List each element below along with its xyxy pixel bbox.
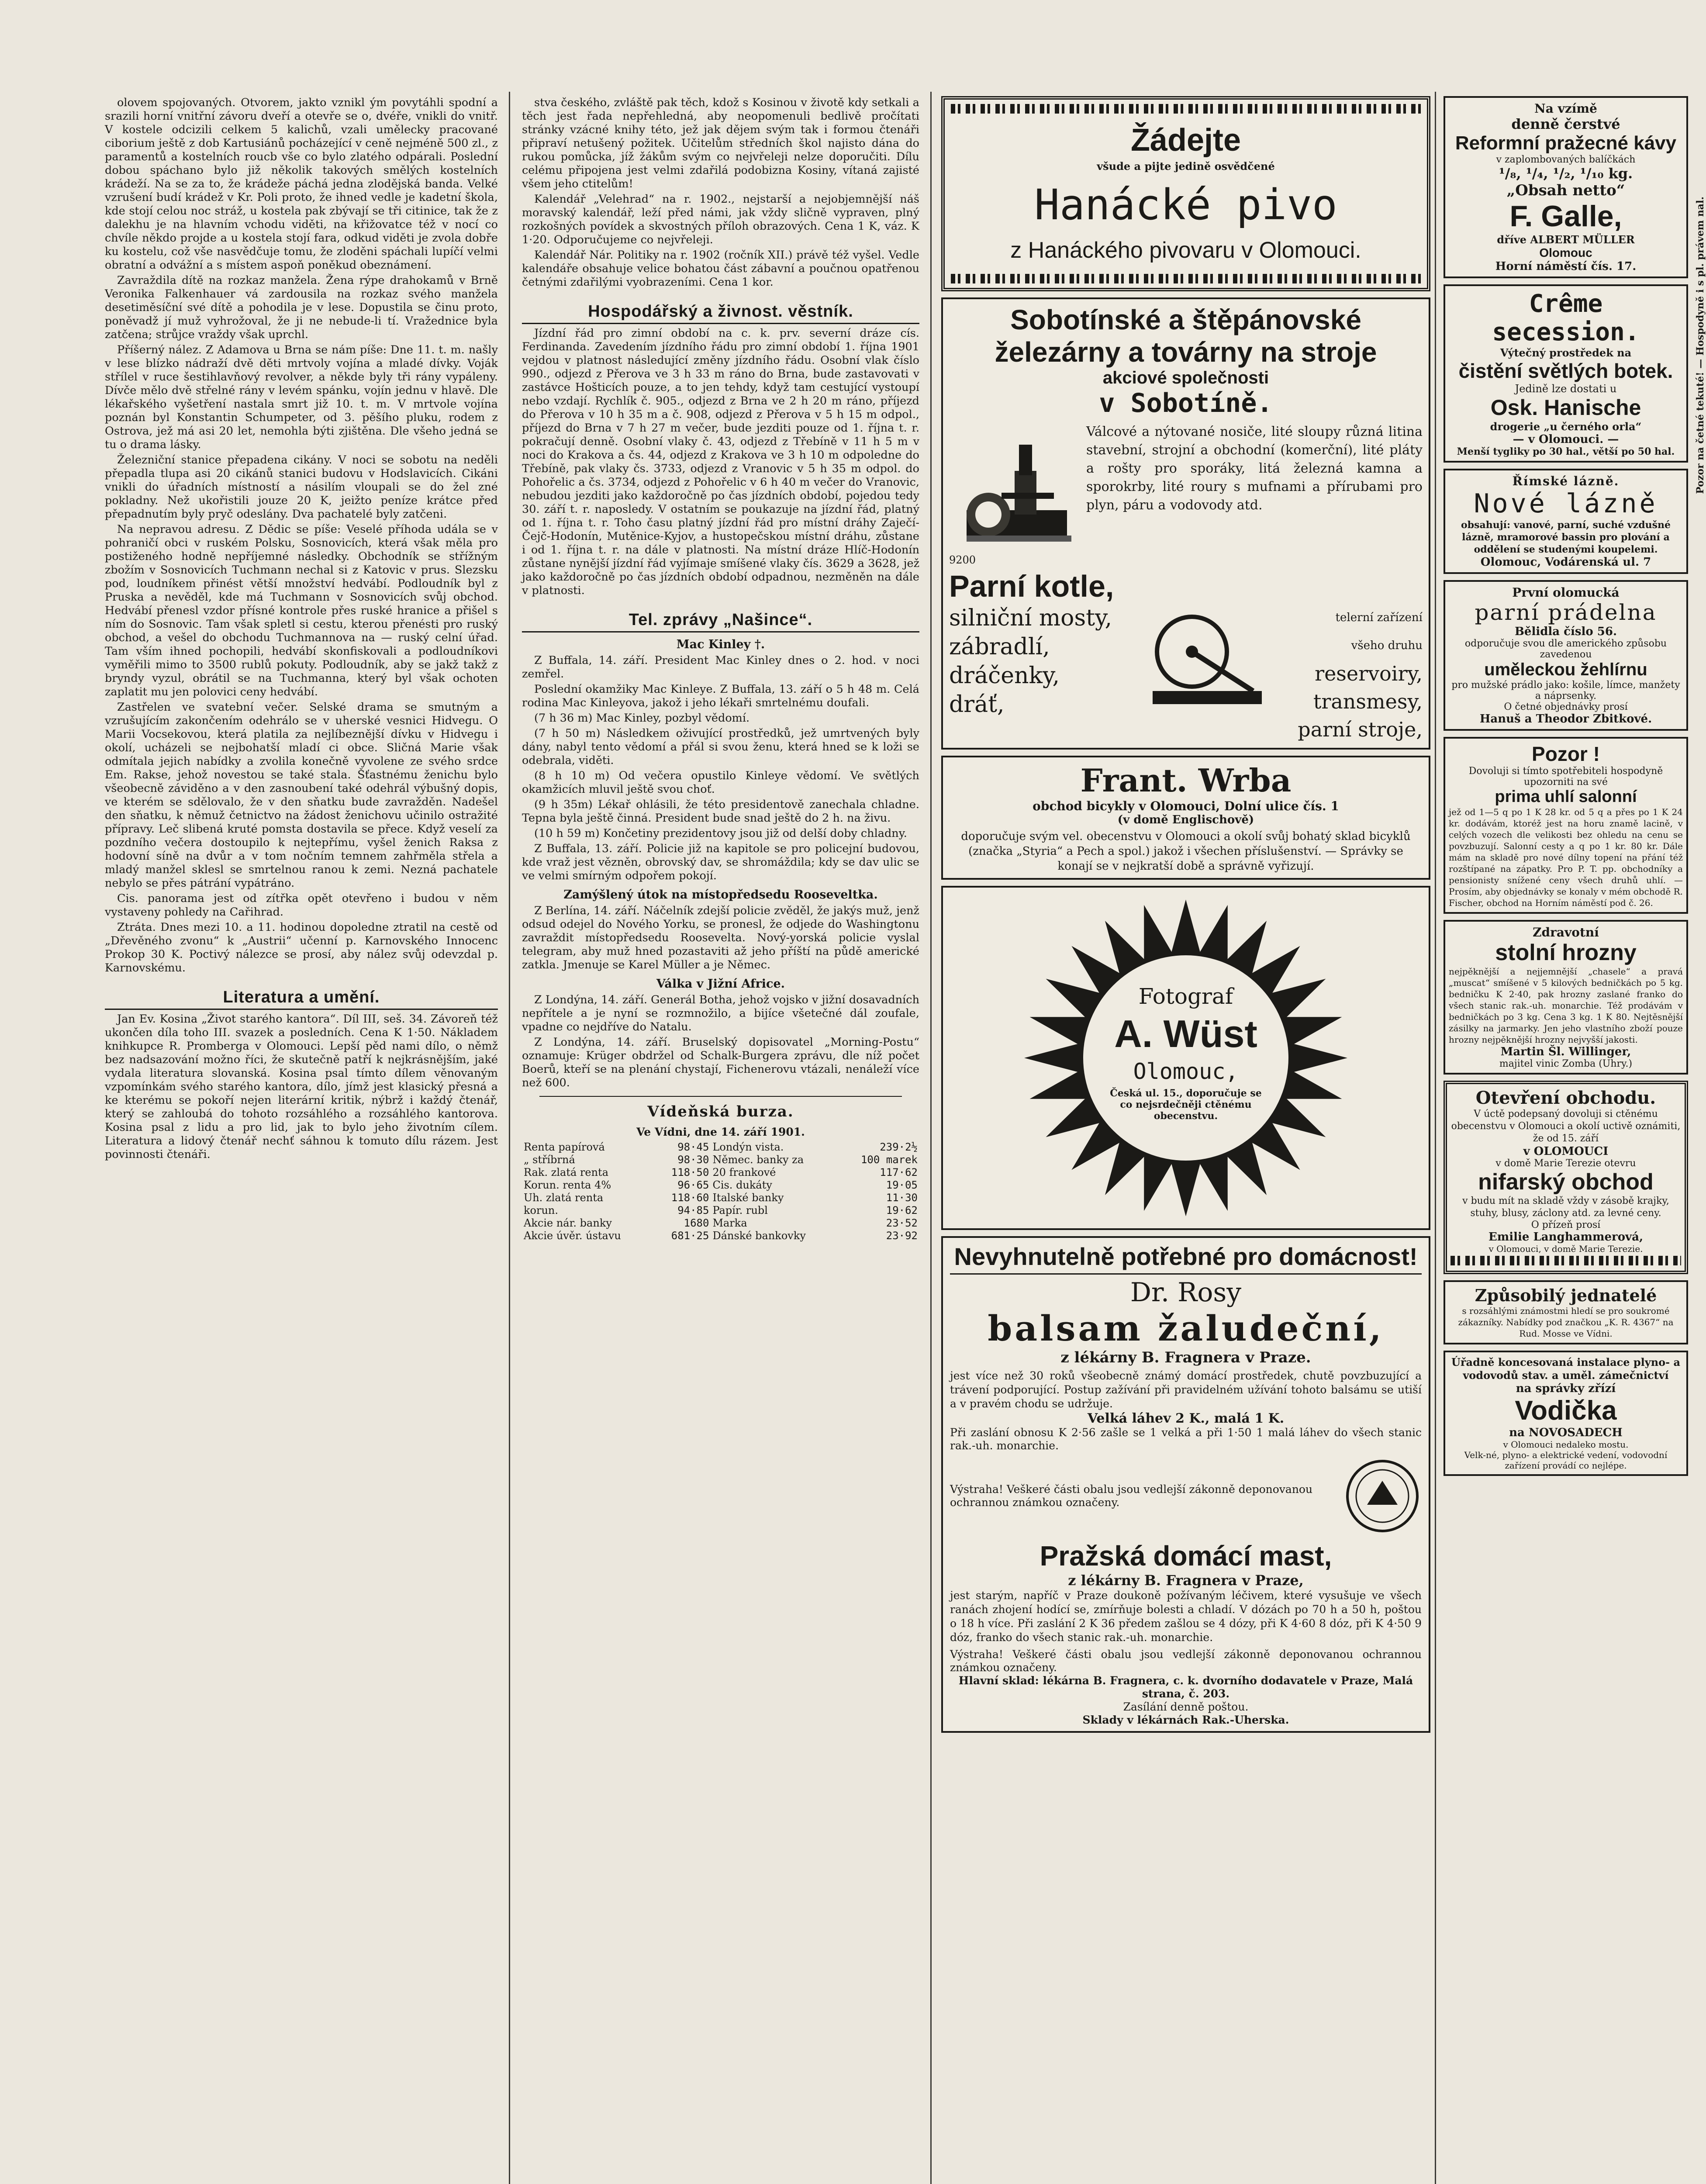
article-paragraph: Zastřelen ve svatební večer. Selské drama se smutným a vzrušujícím zakončením odehrálo se v uherské vesnici Hidvegu. O Marii Vocsekovou, která platila za nejlíbeznější dívku v Hidvegu i okolí, ucházeli se nejbohatší mladí ci obce. Sličná Marie však odmítala jejich nabídky a zvolila konečně vyvolene ze svého srdce Em. Rakse, jehož novestou se také stala. Šťastnému ženichu bylo všeobecně záviděno a v den zasnoubení také odehrál výbušný dopis, ve kterém se sdělovalo, že v den sňatku bude zavražděn. Nadešel den sňatku, k němuž četnictvo na žádost ženichovu učinilo ostražité přípravy. Leč slibená kruté pomsta dostavila se přece. Když veselí za pozdního večera dostoupilo k nejtepřímu, vyšel ženich Raksa z hodovní síně na dvůr a v tom nočním temnem zahřměla střela a mladý manžel sklesl se smrtelnou ranou k zemi. Nezná pachatele nebylo se přes pátrání vypátráno. (105, 701, 498, 890)
exchange-value: 117·62 (880, 1166, 918, 1178)
ad-vodicka (1444, 1351, 1688, 1476)
article-title-mckinley: Mac Kinley †. (676, 638, 765, 651)
ad-headline: Nevyhnutelně potřebné pro domácnost! (950, 1242, 1422, 1275)
exchange-value: 23·92 (886, 1230, 918, 1242)
newspaper-page (61, 66, 1706, 2184)
ad-text: Jedině lze dostati u (1515, 383, 1617, 395)
ad-address: Olomouc, Vodárenská ul. 7 (1480, 556, 1651, 569)
ad-headline: Parní kotle, (949, 569, 1114, 603)
article-paragraph: (8 h 10 m) Od večera opustilo Kinleye vědomí. Ve světlých okamžicích mluvil ještě svou choť. (522, 769, 919, 796)
exchange-row (522, 1204, 919, 1217)
ad-new-baths (1444, 469, 1688, 574)
ad-firm-name: Emilie Langhammerová, (1488, 1230, 1644, 1244)
ad-product: Hanácké pivo (1034, 180, 1337, 229)
exchange-row (522, 1166, 919, 1179)
ad-headline: stolní hrozny (1495, 940, 1637, 965)
ad-list-item: všeho druhu (1351, 639, 1423, 652)
article-paragraph: Na nepravou adresu. Z Dědic se píše: Veselé příhoda udála se v pohraničí obci v ruském Polsku, Sosnovicích, která však měla pro postiženého hodně nepříjemné následky. Obchodník se střížným zbožím v Sosnovicích Tuchmann nechal si z Katovic v prus. Slezsku pod, loudníkem přinést větší množství hedvábí. Podloudník byl z Pruska a nevěděl, kde má Tuchmann v Sosnovicích svůj obchod. Hedvábí přenesl vzdor přísné kontrole přes ruské hranice a přišel s ním do Sosnovic. Tam však spletl si cestu, kterou přenésti pro ruský obchod, a vešel do obchodu Tuchmannova na — ruský celní úřad. Tam vším ihned pochopili, hedvábí skonfiskovali a podloudníkovi vyměřili mimo to 3500 rublů pokuty. Podloudník, aby se jakž takž z bryndy vyzul, obrátil se na Tuchmanna, který byl však ochoten zaplatit mu jen polovici ceny hedvábí. (105, 523, 498, 698)
article-paragraph: Zavraždila dítě na rozkaz manžela. Žena rýpe drahokamů v Brně Veronika Falkenhauer vá zardousila na rozkaz svého manžela desetiměsíční své dítě a pohodila je v lese. Dopustila se činu proto, poněvadž jí muž vyhrožoval, že ji ne nebude-li tí. Vražednice byla zatčena; strůjce vraždy však uprchl. (105, 274, 498, 341)
exchange-value: 98·30 (677, 1154, 709, 1166)
ad-subline: obchod bicykly v Olomouci, Dolní ulice čís. 1 (1033, 799, 1339, 813)
ad-wrba (941, 756, 1430, 880)
exchange-label: Rak. zlatá renta (524, 1166, 609, 1178)
exchange-value: 118·60 (671, 1192, 709, 1204)
exchange-label: 20 frankové (712, 1166, 776, 1178)
exchange-label: Cis. dukáty (712, 1179, 772, 1191)
ad-headline: Otevření obchodu. (1475, 1088, 1656, 1108)
ornament-border (1450, 1256, 1681, 1265)
column-3 (941, 96, 1430, 1739)
ad-text: v Olomouci nedaleko mostu. (1503, 1439, 1629, 1450)
exchange-label: „ stříbrná (524, 1154, 575, 1166)
ad-list-item: parní stroje, (1298, 718, 1423, 741)
exchange-value: 94·85 (677, 1204, 709, 1216)
article-paragraph: Příšerný nález. Z Adamova u Brna se nám píše: Dne 11. t. m. našly v lese blízko nádraží dvě děti mrtvoly vojína a mladé dívky. Voják střílel v ruce šestihlavňový revolver, a někde byly tři rány vypáleny. Dívče mělo dvě střelné rány v levém spánku, vojín jednu v hlavě. Dle lékařského vyšetření nastala smrt již 10. t. m. V mrtvole vojína poznán byl Konstantin Schumpeter, od 3. pěšího pluku, rodem z Ostrova, jež má asi 20 let, nemohla býti zjištěna. Dle všeho jedná se tu o drama lásky. (105, 343, 498, 451)
article-paragraph: stva českého, zvláště pak těch, kdož s Kosinou v životě kdy setkali a těch jest řada nepřehledná, aby neopomenuli bedlivě pročítati stránky vzácné knihy této, jež jak dějem svým tak i formou čtenáři připraví netušený požitek. Učitelům středních škol najisto dána do rukou pomůcka, jíž žákům svým co nejvřeleji nelze doporučiti. Dílu celému připojena jest velmi zdařilá podobizna Kosiny, vítaná zajisté všem jeho ctitelům! (522, 96, 919, 190)
ad-headline: Pražská domácí mast, (1039, 1540, 1332, 1572)
ad-text: drogerie „u černého orla“ (1490, 420, 1642, 433)
column-rule (1435, 92, 1436, 2184)
ad-location: Olomouc (1539, 246, 1592, 259)
article-paragraph: olovem spojovaných. Otvorem, jakto vznikl ým povytáhli spodní a srazili horní vnitřní závoru dveří a otevře se o, dvéře, vnikli do vnitř. V kostele odcizili celkem 5 kalichů, vzali umělecky pracované ciborium ještě z dob Kartusiánů pocházející v ceně nejméně 500 zl., z paramentů a kostelních roucb vše co bylo zlatého odpárali. Poslední dobou spáchano bylo již několik takových smělých kostelních krádeží. Na se za to, že krádeže páchá jedna zlodějská banda. Velké vzrušení budí krádež v Kr. Poli proto, že ihned vedle je kadetní škola, kde stojí celou noc stráž, u kostela pak zbývají se tři citinice, tak že z dalekhu je na hlavním vchodu viděti, na křižovatce též v nocí co chvíle někdo projde a u kostela stojí fara, odkud viděti je zvola dobře ku kostelu, což vše nasvědčuje tomu, že zloděni spáchali lupíčí velmi obratní a odvážní a s místem aspoň poněkud obeznámení. (105, 96, 498, 272)
section-title-exchange: Vídeňská burza. (647, 1103, 794, 1120)
ad-subline: Zdravotní (1533, 925, 1599, 940)
ad-product: balsam žaludeční, (988, 1308, 1384, 1349)
ad-subline: všude a pijte jedině osvědčené (1097, 160, 1275, 173)
section-title-telegrams: Tel. zprávy „Našince“. (522, 611, 919, 632)
ad-text: nejpěknější a nejjemnější „chasele“ a pravá „muscat“ smíšené v 5 kilových bedničkách po 5 kg. bedničku K 2·40, pak hrozny zaslané franko do všech stanic rak.-uh. monarchie. Též prodávám v bedničkách po 3 kg. Cena 3 kg. 1 K 80. Nejtěsnější zásilky na jarmarky. Jen jeho vlastního zboží pouze hrozny nejpěknější hrozny nejvyšší jakosti. (1449, 966, 1683, 1045)
ad-list-right (1298, 604, 1423, 743)
ad-text: O přízeň prosí (1531, 1220, 1601, 1230)
exchange-label: Italské banky (712, 1192, 784, 1204)
ad-headline: Žádejte (1130, 123, 1241, 158)
exchange-label: Němec. banky za (712, 1154, 804, 1166)
ad-subline: z lékárny B. Fragnera v Praze, (1068, 1572, 1304, 1589)
ad-headline: Fotograf (1138, 984, 1233, 1009)
article-paragraph: Poslední okamžiky Mac Kinleye. Z Buffala, 13. září o 5 h 48 m. Celá rodina Mac Kinleyova, jakož i jeho lékaři smrtelnému doufali. (522, 683, 919, 709)
ad-list-item: silniční mosty, (949, 605, 1112, 631)
article-paragraph: Z Londýna, 14. září. Bruselský dopisovatel „Morning-Postu“ oznamuje: Krüger obdržel od Schalk-Burgera zprávu, dle níž počet Boerů, kteří se na plenání chystají, Fichenerovu vtázali, nenáleží více než 600. (522, 1036, 919, 1089)
exchange-row (522, 1141, 919, 1154)
ad-text: Česká ul. 15., doporučuje se co nejsrdečněji ctěnému obecenstvu. (1110, 1088, 1262, 1122)
ad-subline: akciové společnosti (1102, 368, 1269, 387)
exchange-label: korun. (524, 1204, 559, 1216)
ad-price: Menší tygliky po 30 hal., větší po 50 hal. (1457, 446, 1675, 457)
ad-list-item: dráť, (949, 691, 1005, 718)
trademark-seal-icon (1343, 1457, 1422, 1535)
exchange-label: Renta papírová (524, 1141, 605, 1153)
ad-text: doporučuje svým vel. obecenstvu v Olomouci a okolí svůj bohatý sklad bicyklů (značka „Styria“ a Pech a spol.) jakož i všechen příslušenství. — Správky se konají se v nejkratší době a správně vyřizují. (961, 830, 1411, 873)
ad-list-item: zábradlí, (949, 634, 1050, 660)
ad-text: V úctě podepsaný dovoluji si ctěnému obecenstvu v Olomouci a okolí uctivě oznámiti, že od 15. září (1451, 1109, 1681, 1144)
ad-address: majitel vinic Zomba (Uhry.) (1499, 1058, 1633, 1069)
ad-brewery: z Hanáckého pivovaru v Olomouci. (1010, 238, 1361, 263)
ad-text: odporučuje svou dle amerického způsobu zavedenou (1464, 638, 1667, 660)
column-rule (509, 92, 510, 2184)
ad-text: Dovoluji si tímto spotřebiteli hospodyně upozorniti na své (1468, 766, 1663, 788)
exchange-value: 118·50 (671, 1166, 709, 1178)
ad-text: ¹/₈, ¹/₄, ¹/₂, ¹/₁₀ kg. (1499, 165, 1633, 182)
ad-address: Bělidla číslo 56. (1514, 625, 1617, 638)
ad-note: Zasílání denně poštou. (1123, 1700, 1249, 1713)
ad-hanacke-pivo (941, 96, 1430, 291)
ad-subline: Na vzímě (1534, 101, 1597, 116)
ad-text: „Obsah netto“ (1506, 182, 1625, 199)
ad-creme-secession (1444, 284, 1688, 463)
ad-rosy-balsam (941, 1236, 1430, 1733)
ad-firm-name: Hanuš a Theodor Zbitkové. (1479, 712, 1652, 726)
article-paragraph: (9 h 35m) Lékař ohlásili, že této presidentově zanechala chladne. Tepna byla ještě činná. President bude snad ještě do 2 h. na živu. (522, 798, 919, 825)
ad-headline: Nové lázně (1474, 488, 1658, 519)
article-paragraph: Jízdní řád pro zimní období na c. k. prv. severní dráze cís. Ferdinanda. Zavedením jízdního řádu pro zimní období 1. října 1901 vejdou v platnost následující změny jízdního řádu. Osobní vlak číslo 990., odjezd z Přerova ve 3 h 33 m ráno do Brna, bude zastavovati v zastávce Hošticích pouze, a to jen tehdy, když tam cestující vystoupí nebo vzdají. Rychlík č. 905., odjezd z Brna ve 2 h 20 m ráno, příjezd do Přerova v 10 h 35 m a č. 908, odjezd z Přerova v 5 h 15 m odpol., příjezd do Brna v 7 h 27 m večer, bude jezditi pouze od 1. října t. r. pokračují denně. Osobní vlaky č. 43, odjezd z Třebíně v 11 h 5 m v noci do Krakova a čs. 44, odjezd z Krakova ve 3 h 10 m odpoledne do Třebíně, pak vlaky čs. 3733, odjezd z Vranovic v 5 h 35 m odpol. do Pohořelic a čs. 3734, odjezd z Pohořelic v 6 h 40 m večer do Vranovic, nebudou jezditi jako každoročně po čas jízdních období, pojedou tedy 30. září t. r. naposledy. V ostatním se poukazuje na jízdní řád, platný od 1. října t. r. Toho času platný jízdní řád pro místní dráhy Zaječí-Čejč-Hodonín, Mutěnice-Kyjov, a hustopečskou místní dráhu, zůstane i od 1. října t. r. na dále v platnosti. Na místní dráze Hlíč-Hodonín zůstane nynější jízdní řád vyjímaje smíšené vlaky čís. 3629 a 3628, jež jako každoročně po čas jízdních období odpadnou, nezměněn na dále v platnosti. (522, 327, 919, 597)
exchange-value: 681·25 (671, 1230, 709, 1242)
ad-text: Válcové a nýtované nosiče, lité sloupy různá litina stavební, strojní a obchodní (komerční), lité pláty a rošty pro sporáky, litá železná kamna a sporokrby, lité roury s mufnami a přírubami pro plyn, páru a vodovody atd. (1086, 424, 1423, 513)
ad-price: Velká láhev 2 K., malá 1 K. (1087, 1411, 1285, 1426)
ad-headline: železárny a továrny na stroje (995, 336, 1377, 368)
ad-firm-name: Osk. Hanische (1490, 395, 1641, 420)
article-title-war: Válka v Jižní Africe. (656, 977, 785, 991)
exchange-value: 96·65 (677, 1179, 709, 1191)
exchange-table (522, 1141, 919, 1242)
exchange-label: Korun. renta 4% (524, 1179, 611, 1191)
warning-text: Výstraha! Veškeré části obalu jsou vedlejší zákonně deponovanou ochrannou známkou označeny. (950, 1483, 1313, 1509)
warning-text: Výstraha! Veškeré části obalu jsou vedlejší zákonně deponovanou ochrannou známkou označeny. (950, 1648, 1422, 1674)
ad-list-item: reservoiry, (1315, 662, 1423, 685)
exchange-row (522, 1192, 919, 1204)
ad-headline: nifarský obchod (1478, 1169, 1654, 1195)
exchange-value: 100 marek (860, 1154, 918, 1166)
ad-text: Při zaslání obnosu K 2·56 zašle se 1 velká a při 1·50 1 malá láhev do všech stanic rak.-uh. monarchie. (950, 1426, 1422, 1452)
ad-laundry (1444, 580, 1688, 731)
ad-text: na správky zřízí (1516, 1382, 1616, 1395)
ad-product: Dr. Rosy (1130, 1277, 1242, 1308)
ad-text: v domě Marie Terezie otevru (1495, 1158, 1636, 1169)
exchange-value: 11·30 (886, 1192, 918, 1204)
ad-address: v Olomouci, v domě Marie Terezie. (1488, 1244, 1643, 1254)
machine-illustration (1140, 604, 1271, 717)
exchange-label: Marka (712, 1217, 747, 1229)
ad-headline: Crême secession. (1492, 290, 1640, 346)
exchange-label: Akcie nár. banky (524, 1217, 612, 1229)
column-1 (105, 96, 498, 1163)
ad-number: 9200 (949, 554, 976, 566)
exchange-value: 239·2½ (880, 1141, 918, 1153)
exchange-label: Papír. rubl (712, 1204, 768, 1216)
exchange-value: 19·05 (886, 1179, 918, 1191)
exchange-label: Dánské bankovky (712, 1230, 806, 1242)
ad-list-item: dráčenky, (949, 663, 1060, 689)
article-paragraph: Z Londýna, 14. září. Generál Botha, jehož vojsko v jižní dosavadních nepřítele a je nyní se rozmnožilo, a bijíce všetečné dál zoufale, vpadne co nejdříve do Natalu. (522, 993, 919, 1033)
ad-subline: z lékárny B. Fragnera v Praze. (1060, 1349, 1311, 1366)
article-paragraph: Z Berlína, 14. září. Náčelník zdejší policie zvěděl, že jakýs muž, jenž odsud odejel do Nového Yorku, se pronesl, že odjede do Washingtonu zavraždit místopředsedu Roosevelta. Nový-yorská policie vyslal telegram, aby muž hned pozastaviti až jeho příští na půdě americké zatkla. Jmenuje se Karel Müller a je Němec. (522, 904, 919, 971)
exchange-value: 23·52 (886, 1217, 918, 1229)
article-paragraph: Železniční stanice přepadena cikány. V noci se sobotu na neděli přepadla tlupa asi 20 cikánů stanici budovu v Hodslavicích. Cikáni vnikli do úřadních místností a násilím vloupali se do žel zné pokladny. Než ukořistili jouze 20 K, jeižto peníze krátce před přepadnutím byly pryč odeslány. Dva pachatelé byly zatčeni. (105, 453, 498, 521)
exchange-label: Londýn vista. (712, 1141, 784, 1153)
ad-subline: První olomucká (1512, 585, 1620, 600)
ad-text: v budu mít na skladě vždy v zásobě krajky, stuhy, blusy, záclony atd. za levné ceny. (1462, 1196, 1669, 1219)
ad-address: Hlavní sklad: lékárna B. Fragnera, c. k. dvorního dodavatele v Praze, Malá strana, č. 203. (958, 1674, 1413, 1700)
ad-subline: Římské lázně. (1512, 474, 1620, 488)
ad-grapes (1444, 920, 1688, 1075)
ad-subline: denně čerstvé (1511, 116, 1620, 132)
ad-list-item: transmesy, (1313, 690, 1423, 713)
ad-note: Sklady v lékárnách Rak.-Uherska. (1082, 1714, 1289, 1726)
article-paragraph: Jan Ev. Kosina „Život starého kantora“. Díl III, seš. 34. Závoreň též ukončen díla toho III. svazek a posledních. Cena K 1·50. Nákladem knihkupce R. Promberga v Olomouci. Lepší pěd nami dílo, o němž bez nadsazování možno říci, že skutečně patří k nejkrásnějším, jaké vydala literatura slovanská. Kosina psal tímto dílem věnovaným vzpomínkám svého starého kantora, dílo, jímž jest klasický přesná a ke kterému se pokoří nejen literární kritik, nýbrž i každý čtenář, který se zahloubá do tohoto rozsáhlého a rozsáhlého kantorova. Kosina psal z lidu a pro lid, jak to bylo jeho životním cílem. Literatura a lidový čtenář nechť sáhnou k tomuto dílu rázem. Jest povinnosti čtenáři. (105, 1013, 498, 1161)
ad-location: v OLOMOUCI (1523, 1145, 1609, 1158)
column-4 (1444, 96, 1688, 1482)
ad-headline: parní prádelna (1475, 600, 1657, 625)
exchange-label: Uh. zlatá renta (524, 1192, 604, 1204)
ad-headline: Sobotínské a štěpánovské (1010, 304, 1361, 335)
article-title-roosevelt: Zamýšlený útok na místopředsedu Rooseveltka. (563, 888, 878, 902)
exchange-label: Akcie úvěr. ústavu (524, 1230, 621, 1242)
section-title-economy: Hospodářský a živnost. věstník. (522, 302, 919, 324)
exchange-row (522, 1230, 919, 1242)
ad-photographer (941, 886, 1430, 1230)
ad-headline: Reformní pražecné kávy (1455, 132, 1677, 154)
article-paragraph: (7 h 50 m) Následkem oživující prostředků, jež umrtvených byly dány, nabyl tento vědomí a přál si svou ženu, která hned se k loži se odebrala, viděti. (522, 727, 919, 767)
ad-text: s rozsáhlými známostmi hledí se pro soukromé zákazníky. Nabídky pod značkou „K. R. 4367“ na Rud. Mosse ve Vídni. (1458, 1306, 1674, 1339)
ad-subline: (v domě Englischově) (1117, 813, 1254, 826)
ad-headline: uměleckou žehlírnu (1484, 660, 1647, 679)
ad-agents-wanted (1444, 1280, 1688, 1344)
divider (539, 1096, 902, 1097)
ad-shop-opening (1444, 1081, 1688, 1274)
ad-headline: prima uhlí salonní (1495, 788, 1637, 806)
ornament-border (951, 104, 1421, 114)
ad-firm-name: Vodička (1515, 1396, 1617, 1426)
exchange-value: 19·62 (886, 1204, 918, 1216)
ad-text: dříve ALBERT MÜLLER (1497, 233, 1635, 246)
ad-text: obsahují: vanové, parní, suché vzdušné lázně, mramorové bassin pro plování a oddělení se studenými koupelemi. (1461, 519, 1671, 555)
ad-address: Horní náměstí čís. 17. (1495, 260, 1637, 273)
ad-headline: Způsobilý jednatelé (1475, 1286, 1657, 1305)
ad-firm-name: F. Galle, (1509, 200, 1622, 233)
ad-text: Výtečný prostředek na (1500, 346, 1632, 359)
ad-location: na NOVOSADECH (1509, 1426, 1623, 1439)
exchange-row (522, 1217, 919, 1230)
article-paragraph: Kalendář Nár. Politiky na r. 1902 (ročník XII.) právě též vyšel. Vedle kalendáře obsahuje velice bohatou část zábavní a poučnou opatřenou četnými zdařilými vyobrazeními. Cena 1 kor. (522, 249, 919, 289)
ad-subline: Úřadně koncesovaná instalace plyno- a vodovodů stav. a uměl. zámečnictví (1451, 1356, 1681, 1382)
article-paragraph: Z Buffala, 13. září. Policie již na kapitole se pro policejní budovou, kde vraž jest vězněn, obrovský dav, se shromáždila; kdy se dav ulic se ve velmi smírným odpořem pokojí. (522, 842, 919, 882)
ad-headline: Frant. Wrba (1080, 762, 1292, 799)
article-paragraph: (7 h 36 m) Mac Kinley, pozbyl vědomí. (534, 712, 750, 725)
column-rule (930, 92, 932, 2184)
ad-text: O četné objednávky prosí (1504, 702, 1628, 712)
ad-text: jež od 1—5 q po 1 K 28 kr. od 5 q a přes po 1 K 24 kr. dodávám, ktoréž jest na horu znamě lacině, v celých vozech dle velikosti bez ohledu na cenu se povzbuzují. Salonní cesty a q po 1 kr. 80 kr. Dále mám na skladě pro nové dílny topení na přání též rozštípané na zápatky. Pro P. T. pp. obchodníky a pensionisty snížené ceny všech druhů uhlí. — Prosím, aby objednávky se konaly v mém obchodě R. Fischer, obchod na Horním náměstí pod č. 26. (1449, 807, 1683, 908)
ad-coal (1444, 737, 1688, 914)
exchange-value: 1680 (684, 1217, 709, 1229)
article-paragraph: Z Buffala, 14. září. President Mac Kinley dnes o 2. hod. v noci zemřel. (522, 654, 919, 681)
ad-headline: čistění světlých botek. (1458, 359, 1673, 382)
article-paragraph: Kalendář „Velehrad“ na r. 1902., nejstarší a nejobjemnější náš moravský kalendář, leží před námi, jak vždy sličně vypraven, plný rozkošných povídek a skvostných příloh obrazových. Cena 1 K, váz. K 1·20. Odporučujeme co nejvřeleji. (522, 193, 919, 246)
exchange-value: 98·45 (677, 1141, 709, 1153)
column-2 (522, 96, 919, 1242)
exchange-date: Ve Vídni, dne 14. září 1901. (636, 1126, 805, 1138)
exchange-row (522, 1154, 919, 1166)
ad-galle-coffee (1444, 96, 1688, 278)
ad-location: — v Olomouci. — (1513, 433, 1619, 446)
ornament-border (951, 274, 1421, 283)
section-title-literature: Literatura a umění. (105, 988, 498, 1010)
ad-list-left (949, 604, 1112, 719)
ad-location: v Sobotíně. (1099, 388, 1273, 418)
article-paragraph: (10 h 59 m) Končetiny prezidentovy jsou již od delší doby chladny. (534, 827, 907, 840)
article-paragraph: Ztráta. Dnes mezi 10. a 11. hodinou dopoledne ztratil na cestě od „Dřevěného zvonu“ k „Austrii“ učenní p. Karnovského Innocenc Prokop 30 K. Poctivý nálezce se prosí, aby nález svůj odevzdal p. Karnovskému. (105, 921, 498, 975)
ad-headline: Pozor ! (1532, 743, 1600, 765)
ad-location: Olomouc, (1133, 1059, 1239, 1084)
vertical-margin-text: Pozor na četné tekuté! — Hospodyně i s pl. právem nal. (1695, 197, 1706, 494)
ad-sobotin (941, 297, 1430, 750)
ad-text: Velk-né, plyno- a elektrické vedení, vodovodní zařízení provádí co nejlépe. (1464, 1450, 1668, 1471)
ad-text: jest více než 30 roků všeobecně známý domácí prostředek, chutě povzbuzující a trávení podporující. Postup zažívání při pravidelném užívání tohoto balsámu se utiší a v pravém chodu se udržuje. (950, 1369, 1422, 1410)
ad-text: jest starým, napříč v Praze doukoně požívaným léčivem, které vysušuje ve všech ranách zhojení hodící se, zmírňuje bolesti a chladí. V dózách po 70 h a 50 h, poštou o 18 h více. Při zaslání 2 K 36 předem zašlou se 4 dózy, při K 4·60 8 dóz, při K 4·50 9 dóz, franko do všech stanic rak.-uh. monarchie. (950, 1589, 1422, 1644)
ad-list-item: telerní zařízení (1335, 611, 1423, 624)
ad-firm-name: Martin Šl. Willinger, (1500, 1045, 1631, 1058)
ad-text: pro mužské prádlo jako: košile, límce, manžety a náprsenky. (1451, 680, 1680, 702)
article-paragraph: Cis. panorama jest od zítřka opět otevřeno i budou v něm vystaveny pohledy na Cařihrad. (105, 892, 498, 919)
exchange-row (522, 1179, 919, 1192)
photographer-name: A. Wüst (1114, 1012, 1257, 1055)
steam-engine-illustration (949, 423, 1080, 554)
ad-text: v zaplombovaných balíčkách (1496, 154, 1636, 165)
